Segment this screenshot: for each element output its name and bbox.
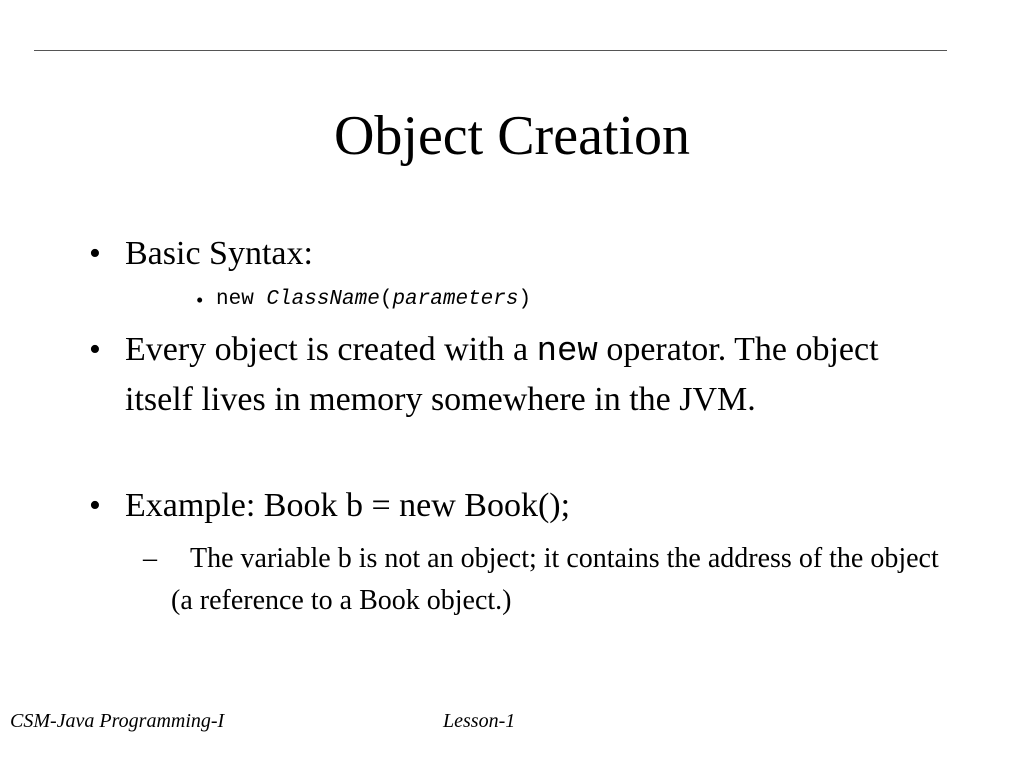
bullet-text-before: Every object is created with a: [125, 331, 529, 368]
bullet-dot: •: [89, 235, 101, 272]
syntax-open-paren: (: [379, 288, 393, 311]
example-explanation: [143, 538, 941, 622]
footer-lesson: Lesson-1: [443, 710, 516, 732]
syntax-parameters: parameters: [392, 288, 519, 311]
bullet-text-after: operator. The object itself lives in memory somewhere in the JVM.: [125, 331, 879, 418]
bullet-new-operator: [89, 326, 915, 424]
explanation-text: The variable b is not an object; it contains the address of the object (a reference to a Book object.): [171, 543, 939, 616]
top-divider: [34, 50, 947, 51]
syntax-classname: ClassName: [266, 288, 380, 311]
footer-course: CSM-Java Programming-I: [10, 710, 225, 732]
bullet-dot: •: [89, 487, 101, 524]
sub-bullet-dot: •: [196, 288, 204, 312]
syntax-example: [196, 286, 532, 314]
syntax-keyword: new: [216, 288, 254, 311]
slide-title: Object Creation: [333, 105, 691, 167]
bullet-text: Basic Syntax:: [125, 235, 313, 272]
bullet-basic-syntax: [89, 230, 925, 278]
bullet-text: Example: Book b = new Book();: [125, 487, 571, 524]
bullet-dot: •: [89, 331, 101, 368]
syntax-close-paren: ): [518, 288, 532, 311]
new-keyword: new: [536, 333, 598, 371]
bullet-example: [89, 482, 925, 530]
sub-dash: –: [143, 543, 157, 574]
